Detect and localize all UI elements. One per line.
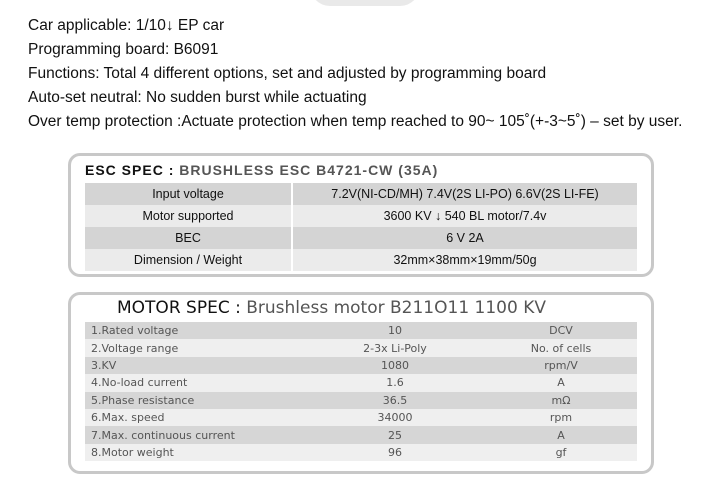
esc-value: 6 V 2A xyxy=(293,227,637,249)
motor-param-name: 7.Max. continuous current xyxy=(91,428,235,442)
table-row xyxy=(85,205,637,227)
esc-spec-table xyxy=(85,183,637,271)
motor-spec-title xyxy=(117,298,546,318)
table-row xyxy=(85,249,637,271)
motor-param-value: 36.5 xyxy=(382,393,408,407)
table-row xyxy=(85,322,637,339)
esc-value: 32mm×38mm×19mm/50g xyxy=(293,249,637,271)
motor-param-name: 2.Voltage range xyxy=(91,341,179,355)
motor-param-value: 1080 xyxy=(381,358,409,372)
motor-spec-box xyxy=(68,292,654,474)
motor-param-unit: rpm/V xyxy=(544,358,578,372)
table-row xyxy=(85,183,637,205)
motor-param-name: 8.Motor weight xyxy=(91,445,174,459)
motor-param-unit: rpm xyxy=(549,411,573,425)
top-decoration xyxy=(310,0,420,6)
motor-param-name: 5.Phase resistance xyxy=(91,393,195,407)
table-row xyxy=(85,392,637,409)
esc-spec-title xyxy=(85,162,438,178)
intro-line-board: Programming board: B6091 xyxy=(28,40,219,58)
motor-param-name: 1.Rated voltage xyxy=(91,324,179,338)
table-row xyxy=(85,426,637,443)
table-row xyxy=(85,339,637,356)
intro-text xyxy=(28,14,708,134)
motor-param-unit: gf xyxy=(555,445,567,459)
table-row xyxy=(85,357,637,374)
esc-value: 7.2V(NI-CD/MH) 7.4V(2S LI-PO) 6.6V(2S LI-FE) xyxy=(293,183,637,205)
esc-spec-title-rest: BRUSHLESS ESC B4721-CW (35A) xyxy=(174,162,439,178)
motor-param-unit: A xyxy=(557,376,565,390)
motor-param-name: 6.Max. speed xyxy=(91,411,165,425)
motor-param-unit: No. of cells xyxy=(530,341,592,355)
motor-param-unit: mΩ xyxy=(551,393,571,407)
esc-label: Dimension / Weight xyxy=(85,249,291,271)
motor-param-value: 25 xyxy=(388,428,402,442)
intro-line-functions: Functions: Total 4 different options, set and adjusted by programming board xyxy=(28,64,547,82)
esc-label: BEC xyxy=(85,227,291,249)
motor-param-name: 3.KV xyxy=(91,358,117,372)
motor-spec-title-prefix: MOTOR SPEC : xyxy=(117,298,241,318)
motor-param-name: 4.No-load current xyxy=(91,376,188,390)
motor-param-value: 34000 xyxy=(377,411,413,425)
esc-value: 3600 KV ↓ 540 BL motor/7.4v xyxy=(293,205,637,227)
table-row xyxy=(85,374,637,391)
motor-spec-table xyxy=(85,322,637,461)
esc-label: Input voltage xyxy=(85,183,291,205)
intro-line-neutral: Auto-set neutral: No sudden burst while actuating xyxy=(28,88,367,106)
table-row xyxy=(85,409,637,426)
esc-spec-title-prefix: ESC SPEC : xyxy=(85,162,175,178)
motor-spec-title-rest: Brushless motor B211O11 1100 KV xyxy=(240,298,546,318)
motor-param-value: 1.6 xyxy=(386,376,404,390)
table-row xyxy=(85,444,637,461)
intro-line-temp: Over temp protection :Actuate protection when temp reached to 90~ 105˚(+-3~5˚) – set by user. xyxy=(28,112,683,130)
esc-spec-box xyxy=(68,153,654,277)
motor-param-unit: DCV xyxy=(549,324,573,338)
motor-param-value: 2-3x Li-Poly xyxy=(363,341,427,355)
table-row xyxy=(85,227,637,249)
esc-label: Motor supported xyxy=(85,205,291,227)
motor-param-value: 10 xyxy=(388,324,402,338)
intro-line-car: Car applicable: 1/10↓ EP car xyxy=(28,17,225,34)
motor-param-unit: A xyxy=(557,428,565,442)
motor-param-value: 96 xyxy=(388,445,402,459)
